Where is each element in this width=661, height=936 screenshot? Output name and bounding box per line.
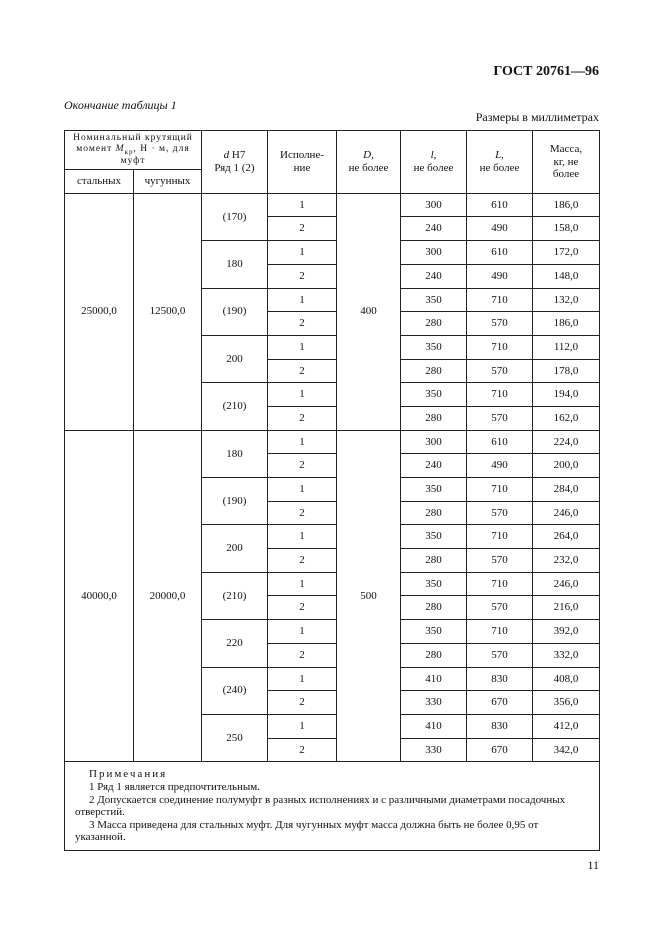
execution-cell: 2 (268, 406, 337, 430)
l-cell: 280 (401, 406, 467, 430)
l-cell: 350 (401, 335, 467, 359)
L-cell: 670 (467, 691, 533, 715)
execution-cell: 2 (268, 264, 337, 288)
mass-header: Масса, кг, не более (533, 131, 600, 194)
mass-cell: 408,0 (533, 667, 600, 691)
l-cell: 350 (401, 572, 467, 596)
L-cell: 570 (467, 643, 533, 667)
l-cell: 240 (401, 454, 467, 478)
execution-cell: 2 (268, 359, 337, 383)
mass-cell: 412,0 (533, 714, 600, 738)
L-cell: 570 (467, 406, 533, 430)
mass-cell: 162,0 (533, 406, 600, 430)
l-cell: 300 (401, 430, 467, 454)
document-id: ГОСТ 20761—96 (493, 64, 599, 79)
d-cell: 250 (202, 714, 268, 761)
cast-iron-torque-cell: 20000,0 (134, 430, 202, 762)
execution-cell: 2 (268, 738, 337, 762)
L-cell: 490 (467, 454, 533, 478)
l-cell: 350 (401, 525, 467, 549)
execution-cell: 1 (268, 525, 337, 549)
mass-cell: 356,0 (533, 691, 600, 715)
l-cell: 240 (401, 264, 467, 288)
table-row (65, 430, 600, 454)
mass-cell: 172,0 (533, 241, 600, 265)
execution-cell: 2 (268, 501, 337, 525)
table-row (65, 193, 600, 217)
l-cell: 350 (401, 478, 467, 502)
mass-cell: 112,0 (533, 335, 600, 359)
L-cell: 710 (467, 525, 533, 549)
d-cell: (240) (202, 667, 268, 714)
execution-cell: 1 (268, 193, 337, 217)
steel-torque-cell: 40000,0 (65, 430, 134, 762)
execution-cell: 1 (268, 241, 337, 265)
l-cell: 280 (401, 549, 467, 573)
l-cell: 280 (401, 643, 467, 667)
L-cell: 710 (467, 383, 533, 407)
L-cell: 570 (467, 359, 533, 383)
d-cell: (210) (202, 572, 268, 619)
L-cell: 710 (467, 572, 533, 596)
L-cell: 670 (467, 738, 533, 762)
L-cell: 710 (467, 335, 533, 359)
d-cell: (170) (202, 193, 268, 240)
l-cell: 330 (401, 691, 467, 715)
L-cell: 610 (467, 241, 533, 265)
l-cell: 350 (401, 288, 467, 312)
execution-cell: 2 (268, 549, 337, 573)
mass-cell: 186,0 (533, 193, 600, 217)
l-cell: 280 (401, 501, 467, 525)
mass-cell: 132,0 (533, 288, 600, 312)
l-cell: 300 (401, 193, 467, 217)
mass-cell: 342,0 (533, 738, 600, 762)
mass-cell: 194,0 (533, 383, 600, 407)
L-cell: 830 (467, 714, 533, 738)
mass-cell: 224,0 (533, 430, 600, 454)
L-cell: 490 (467, 217, 533, 241)
mass-cell: 200,0 (533, 454, 600, 478)
L-cell: 610 (467, 193, 533, 217)
mass-cell: 186,0 (533, 312, 600, 336)
L-cell: 710 (467, 478, 533, 502)
mass-cell: 178,0 (533, 359, 600, 383)
notes-title: Примечания (89, 768, 168, 781)
L-header: L, не более (467, 131, 533, 194)
l-cell: 410 (401, 714, 467, 738)
note-item: 3 Масса приведена для стальных муфт. Для чугунных муфт масса должна быть не более 0,95 от указанной. (75, 818, 539, 844)
d-cell: 180 (202, 241, 268, 288)
execution-cell: 2 (268, 454, 337, 478)
L-cell: 490 (467, 264, 533, 288)
execution-cell: 1 (268, 335, 337, 359)
D-cell: 500 (337, 430, 401, 762)
steel-torque-cell: 25000,0 (65, 193, 134, 430)
mass-cell: 264,0 (533, 525, 600, 549)
couplings-table (64, 130, 600, 851)
L-cell: 830 (467, 667, 533, 691)
mass-cell: 216,0 (533, 596, 600, 620)
D-header: D, не более (337, 131, 401, 194)
D-cell: 400 (337, 193, 401, 430)
d-cell: (190) (202, 478, 268, 525)
note-item: 1 Ряд 1 является предпочтительным. (89, 780, 261, 793)
l-cell: 280 (401, 312, 467, 336)
execution-cell: 2 (268, 643, 337, 667)
l-cell: 240 (401, 217, 467, 241)
execution-cell: 2 (268, 596, 337, 620)
execution-cell: 1 (268, 714, 337, 738)
L-cell: 710 (467, 288, 533, 312)
d-cell: 200 (202, 335, 268, 382)
execution-cell: 1 (268, 430, 337, 454)
table-continuation-caption: Окончание таблицы 1 (64, 98, 177, 112)
execution-cell: 1 (268, 288, 337, 312)
mass-cell: 148,0 (533, 264, 600, 288)
torque-header: Номинальный крутящий момент $M_{кр}$, Н · м, для муфт (65, 131, 202, 170)
execution-cell: 1 (268, 478, 337, 502)
d-cell: 220 (202, 620, 268, 667)
L-cell: 610 (467, 430, 533, 454)
l-cell: 330 (401, 738, 467, 762)
L-cell: 570 (467, 501, 533, 525)
d-cell: (190) (202, 288, 268, 335)
execution-cell: 1 (268, 383, 337, 407)
execution-cell: 2 (268, 312, 337, 336)
L-cell: 570 (467, 312, 533, 336)
L-cell: 570 (467, 596, 533, 620)
cast-iron-header: чугунных (134, 169, 202, 193)
l-cell: 300 (401, 241, 467, 265)
cast-iron-torque-cell: 12500,0 (134, 193, 202, 430)
mass-cell: 332,0 (533, 643, 600, 667)
execution-cell: 1 (268, 667, 337, 691)
l-cell: 350 (401, 383, 467, 407)
execution-header: Исполне- ние (268, 131, 337, 194)
note-item: 2 Допускается соединение полумуфт в разных исполнениях и с различными диаметрами посадочных отверстий. (75, 793, 566, 819)
page-number: 11 (587, 858, 599, 872)
mass-cell: 246,0 (533, 501, 600, 525)
mass-cell: 284,0 (533, 478, 600, 502)
l-cell: 280 (401, 359, 467, 383)
mass-cell: 158,0 (533, 217, 600, 241)
notes-block (65, 762, 600, 851)
d-cell: 200 (202, 525, 268, 572)
execution-cell: 1 (268, 572, 337, 596)
l-cell: 280 (401, 596, 467, 620)
execution-cell: 2 (268, 217, 337, 241)
d-header: d Н7 Ряд 1 (2) (202, 131, 268, 194)
units-caption: Размеры в миллиметрах (475, 110, 599, 124)
d-cell: (210) (202, 383, 268, 430)
L-cell: 570 (467, 549, 533, 573)
L-cell: 710 (467, 620, 533, 644)
mass-cell: 232,0 (533, 549, 600, 573)
l-header: l, не более (401, 131, 467, 194)
mass-cell: 246,0 (533, 572, 600, 596)
execution-cell: 2 (268, 691, 337, 715)
d-cell: 180 (202, 430, 268, 477)
l-cell: 350 (401, 620, 467, 644)
l-cell: 410 (401, 667, 467, 691)
steel-header: стальных (65, 169, 134, 193)
mass-cell: 392,0 (533, 620, 600, 644)
execution-cell: 1 (268, 620, 337, 644)
